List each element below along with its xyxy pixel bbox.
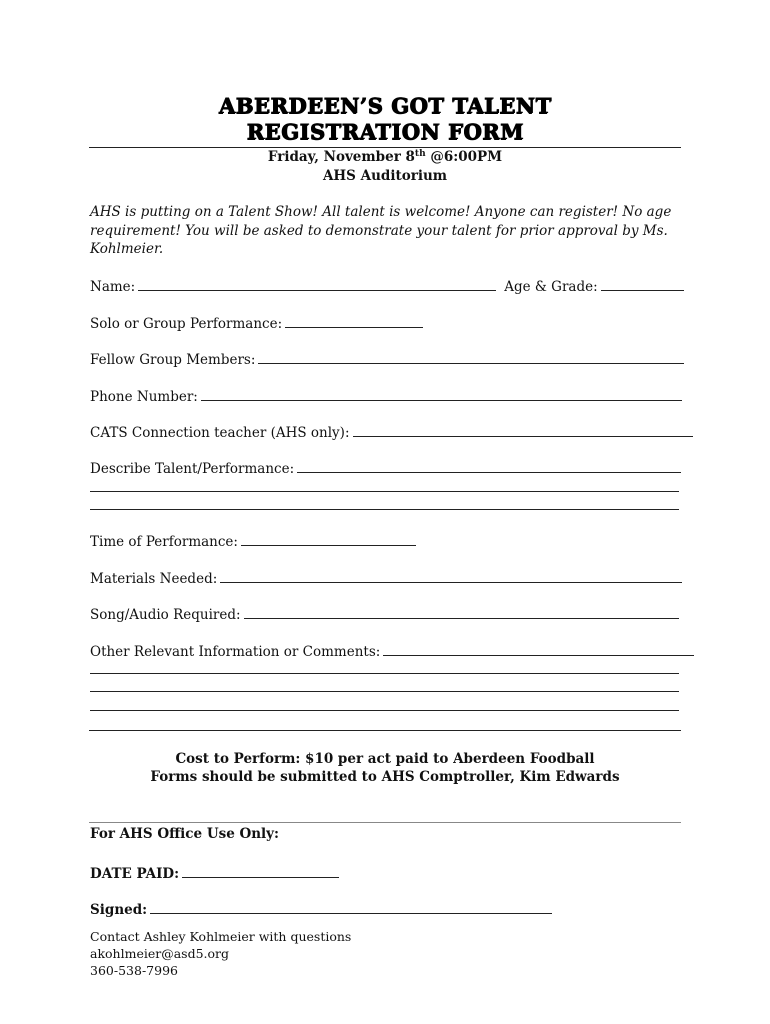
section-divider [89,730,681,731]
event-date: Friday, November 8th @6:00PM [267,149,503,165]
title-line-2: REGISTRATION FORM [246,119,524,144]
title-line-1: ABERDEEN’S GOT TALENT [218,93,552,118]
other-info-line-2[interactable] [90,673,679,674]
song-audio-input-line[interactable] [244,618,679,619]
form-title [0,93,770,145]
fellow-members-label: Fellow Group Members: [90,352,256,368]
other-info-input-line[interactable] [383,655,694,656]
fellow-members-field [90,348,684,368]
name-input-line[interactable] [138,290,496,291]
signed-field [90,898,552,918]
date-paid-field [90,862,339,882]
other-info-line-4[interactable] [90,710,679,711]
cats-teacher-field [90,421,693,441]
contact-phone: 360-538-7996 [90,963,178,978]
date-paid-label: DATE PAID: [90,866,180,882]
contact-email: akohlmeier@asd5.org [90,946,230,961]
date-superscript: th [414,149,426,159]
name-field-row [90,275,684,295]
other-info-field [90,640,694,660]
signed-input-line[interactable] [150,913,552,914]
other-info-label: Other Relevant Information or Comments: [90,644,381,660]
office-use-title: For AHS Office Use Only: [90,826,280,842]
solo-group-input-line[interactable] [285,327,423,328]
materials-needed-input-line[interactable] [220,582,682,583]
contact-info [90,928,351,979]
phone-label: Phone Number: [90,389,198,405]
fellow-members-input-line[interactable] [258,363,684,364]
describe-talent-input-line[interactable] [297,472,681,473]
time-of-performance-label: Time of Performance: [90,534,238,550]
describe-talent-line-2[interactable] [90,491,679,492]
date-paid-input-line[interactable] [182,877,339,878]
cats-teacher-label: CATS Connection teacher (AHS only): [90,425,350,441]
song-audio-label: Song/Audio Required: [90,607,241,623]
phone-field [90,385,682,405]
describe-talent-line-3[interactable] [90,509,679,510]
other-info-line-3[interactable] [90,691,679,692]
title-divider [89,147,681,148]
name-label: Name: [90,279,136,295]
materials-needed-label: Materials Needed: [90,571,218,587]
song-audio-field [90,603,679,623]
age-grade-label: Age & Grade: [504,279,598,295]
signed-label: Signed: [90,902,148,918]
cost-line-2: Forms should be submitted to AHS Comptroller, Kim Edwards [150,769,620,785]
time-of-performance-input-line[interactable] [241,545,416,546]
materials-needed-field [90,567,682,587]
office-divider [89,822,681,823]
age-grade-input-line[interactable] [601,290,684,291]
phone-input-line[interactable] [201,400,682,401]
solo-group-label: Solo or Group Performance: [90,316,283,332]
cost-line-1: Cost to Perform: $10 per act paid to Aberdeen Foodball [175,751,595,767]
describe-talent-field [90,457,681,477]
solo-group-field [90,312,423,332]
cats-teacher-input-line[interactable] [353,436,693,437]
event-venue: AHS Auditorium [322,168,448,184]
intro-text: AHS is putting on a Talent Show! All talent is welcome! Anyone can register! No age requirement! You will be asked to demonstrate your talent for prior approval by Ms. Kohlmeier. [90,204,672,257]
describe-talent-label: Describe Talent/Performance: [90,461,295,477]
time-of-performance-field [90,530,416,550]
contact-text: Contact Ashley Kohlmeier with questions [90,929,352,944]
